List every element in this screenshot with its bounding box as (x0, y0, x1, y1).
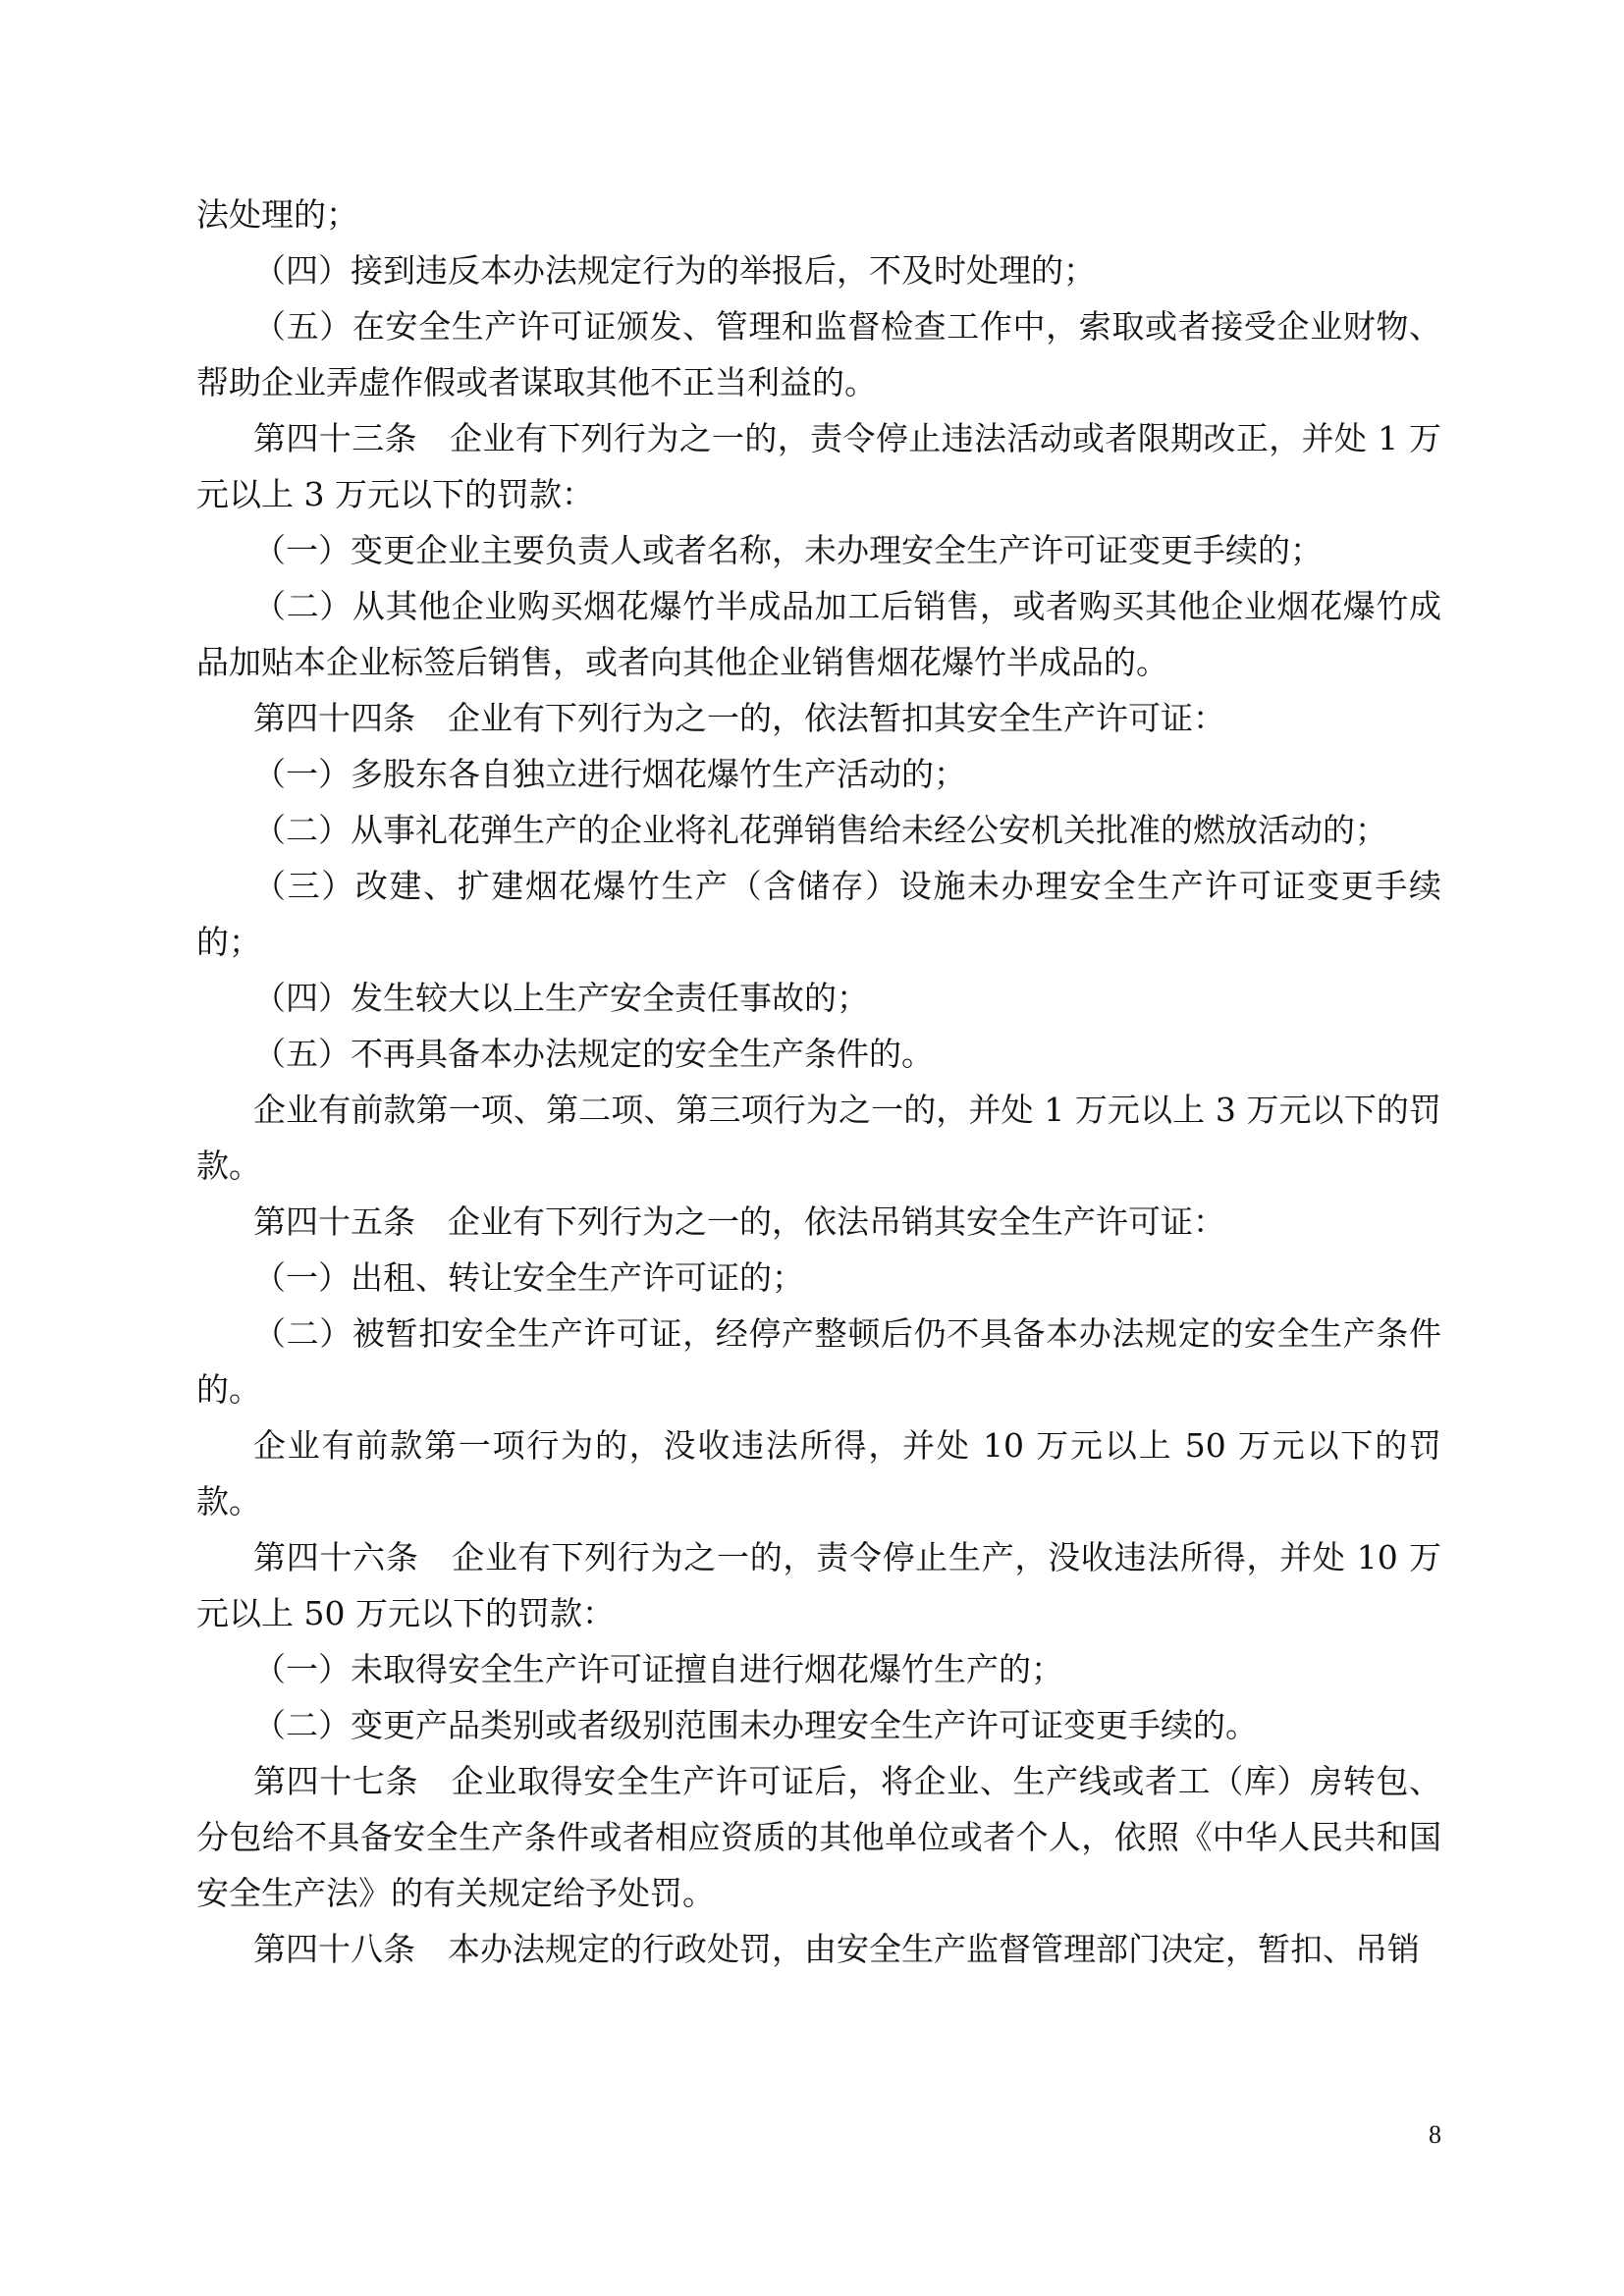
paragraph: 法处理的； (196, 195, 358, 234)
paragraph: （四）接到违反本办法规定行为的举报后，不及时处理的； (253, 251, 1096, 290)
article-47-heading: 第四十七条 企业取得安全生产许可证后，将企业、生产线或者工（库）房转包、分包给不具备安全生产条件或者相应资质的其他单位或者个人，依照《中华人民共和国安全生产法》的有关规定给予处罚。 (196, 1762, 1441, 1912)
paragraph: （一）未取得安全生产许可证擅自进行烟花爆竹生产的； (253, 1650, 1063, 1688)
paragraph: （一）变更企业主要负责人或者名称，未办理安全生产许可证变更手续的； (253, 531, 1323, 569)
paragraph: 企业有前款第一项、第二项、第三项行为之一的，并处 1 万元以上 3 万元以下的罚款。 (196, 1091, 1441, 1185)
paragraph: （一）多股东各自独立进行烟花爆竹生产活动的； (253, 755, 966, 793)
page-number: 8 (1429, 2120, 1441, 2149)
paragraph: （二）变更产品类别或者级别范围未办理安全生产许可证变更手续的。 (253, 1706, 1258, 1744)
document-body (196, 187, 1441, 1977)
paragraph: （四）发生较大以上生产安全责任事故的； (253, 979, 869, 1017)
paragraph: （三）改建、扩建烟花爆竹生产（含储存）设施未办理安全生产许可证变更手续的； (196, 867, 1441, 961)
article-43-heading: 第四十三条 企业有下列行为之一的，责令停止违法活动或者限期改正，并处 1 万元以上 3 万元以下的罚款： (196, 419, 1441, 513)
paragraph: 企业有前款第一项行为的，没收违法所得，并处 10 万元以上 50 万元以下的罚款。 (196, 1426, 1441, 1521)
paragraph: （二）从其他企业购买烟花爆竹半成品加工后销售，或者购买其他企业烟花爆竹成品加贴本企业标签后销售，或者向其他企业销售烟花爆竹半成品的。 (196, 587, 1441, 681)
article-44-heading: 第四十四条 企业有下列行为之一的，依法暂扣其安全生产许可证： (253, 699, 1225, 737)
paragraph: （二）从事礼花弹生产的企业将礼花弹销售给未经公安机关批准的燃放活动的； (253, 811, 1387, 849)
paragraph: （五）不再具备本办法规定的安全生产条件的。 (253, 1035, 934, 1073)
paragraph: （一）出租、转让安全生产许可证的； (253, 1258, 804, 1297)
paragraph: （二）被暂扣安全生产许可证，经停产整顿后仍不具备本办法规定的安全生产条件的。 (196, 1314, 1441, 1409)
paragraph: （五）在安全生产许可证颁发、管理和监督检查工作中，索取或者接受企业财物、帮助企业弄虚作假或者谋取其他不正当利益的。 (196, 307, 1441, 401)
article-45-heading: 第四十五条 企业有下列行为之一的，依法吊销其安全生产许可证： (253, 1202, 1225, 1241)
article-46-heading: 第四十六条 企业有下列行为之一的，责令停止生产，没收违法所得，并处 10 万元以上 50 万元以下的罚款： (196, 1538, 1441, 1632)
article-48-heading: 第四十八条 本办法规定的行政处罚，由安全生产监督管理部门决定，暂扣、吊销 (253, 1930, 1420, 1968)
